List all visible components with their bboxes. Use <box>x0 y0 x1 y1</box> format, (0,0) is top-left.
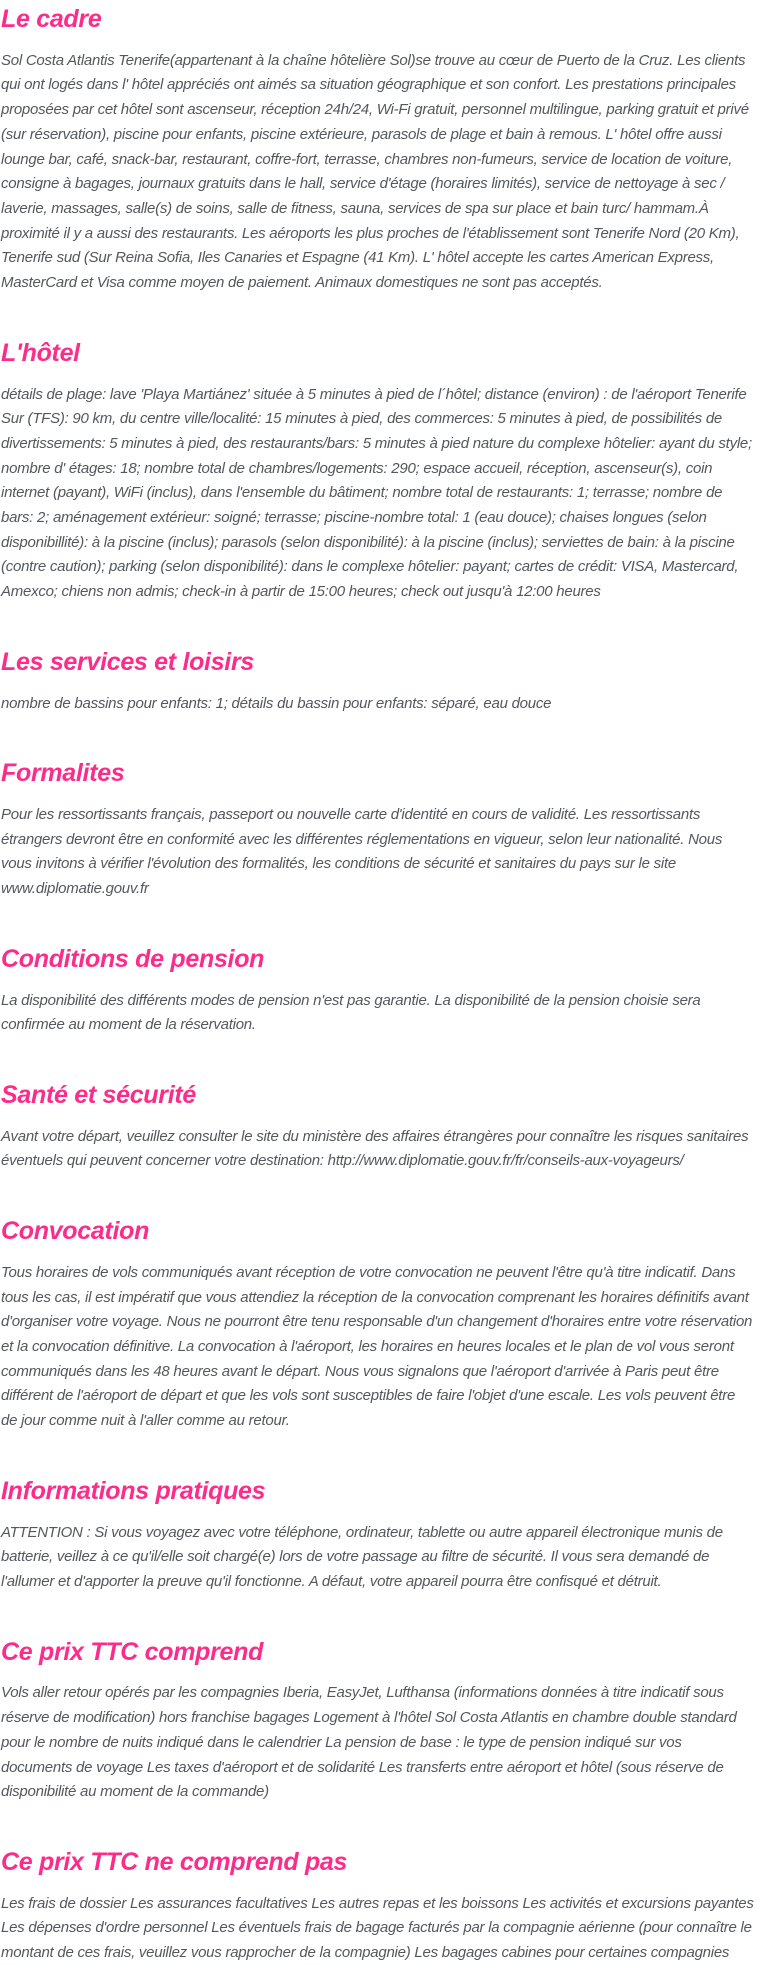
section-body: La disponibilité des différents modes de pension n'est pas garantie. La disponibilité de la pension choisie sera confirmée au moment de la réservation. <box>1 991 701 1034</box>
section-body: nombre de bassins pour enfants: 1; détails du bassin pour enfants: séparé, eau douce <box>1 694 552 712</box>
section-body: Pour les ressortissants français, passeport ou nouvelle carte d'identité en cours de validité. Les ressortissants étrangers devront être en conformité avec les différentes réglementations en vigueur, selon leur nationalité. Nous vous invitons à vérifier l'évolution des formalités, les conditions de sécurité et sanitaires du pays sur le site www.diplomatie.gouv.fr <box>1 806 723 898</box>
section-sante-et-securite <box>1 1081 755 1174</box>
section-body: Tous horaires de vols communiqués avant réception de votre convocation ne peuvent l'être qu'à titre indicatif. Dans tous les cas, il est impératif que vous attendiez la réception de la convocation comprenant les horaires définitifs avant d'organiser votre voyage. Nous ne pourront être tenu responsable d'un changement d'horaires entre votre réservation et la convocation définitive. La convocation à l'aéroport, les horaires en heures locales et le plan de vol vous seront communiqués dans les 48 heures avant le départ. Nous vous signalons que l'aéroport d'arrivée à Paris peut être différent de l'aéroport de départ et que les vols sont susceptibles de faire l'objet d'une escale. Les vols peuvent être de jour comme nuit à l'aller comme au retour. <box>1 1263 753 1430</box>
section-title: Convocation <box>1 1217 150 1246</box>
section-title: Informations pratiques <box>1 1476 266 1505</box>
section-title: Les services et loisirs <box>1 647 254 676</box>
section-convocation <box>1 1217 755 1434</box>
section-body: détails de plage: lave 'Playa Martiánez' située à 5 minutes à pied de l´hôtel; distance (environ) : de l'aéroport Tenerife Sur (TFS): 90 km, du centre ville/localité: 15 minutes à pied, des commerces: 5 minutes à pied, de possibilités de divertissements: 5 minutes à pied, des restaurants/bars: 5 minutes à pied nature du complexe hôtelier: ayant du style; nombre d' étages: 18; nombre total de chambres/logements: 290; espace accueil, réception, ascenseur(s), coin internet (payant), WiFi (inclus), dans l'ensemble du bâtiment; nombre total de restaurants: 1; terrasse; nombre de bars: 2; aménagement extérieur: soigné; terrasse; piscine-nombre total: 1 (eau douce); chaises longues (selon disponibillité): à la piscine (inclus); parasols (selon disponibilité): à la piscine (inclus); serviettes de bain: à la piscine (contre caution); parking (selon disponibilité): dans le complexe hôtelier: payant; cartes de crédit: VISA, Mastercard, Amexco; chiens non admis; check-in à partir de 15:00 heures; check out jusqu'à 12:00 heures <box>1 385 752 601</box>
section-title: Ce prix TTC ne comprend pas <box>1 1847 348 1876</box>
section-conditions-de-pension <box>1 945 755 1038</box>
section-title: Conditions de pension <box>1 944 265 973</box>
section-body: Avant votre départ, veuillez consulter le site du ministère des affaires étrangères pour connaître les risques sanitaires éventuels qui peuvent concerner votre destination: http://www.diplomatie.gouv.fr/fr/conseils-aux-voyageurs/ <box>1 1127 749 1170</box>
section-prix-ttc-ne-comprend-pas <box>1 1848 755 1966</box>
section-informations-pratiques <box>1 1477 755 1595</box>
section-title: L'hôtel <box>1 338 80 367</box>
section-title: Formalites <box>1 759 125 788</box>
section-body: Sol Costa Atlantis Tenerife(appartenant à la chaîne hôtelière Sol)se trouve au cœur de Puerto de la Cruz. Les clients qui ont logés dans l' hôtel appréciés ont aimés sa situation géographique et son confort. Les prestations principales proposées par cet hôtel sont ascenseur, réception 24h/24, Wi-Fi gratuit, personnel multilingue, parking gratuit et privé (sur réservation), piscine pour enfants, piscine extérieure, parasols de plage et bain à remous. L' hôtel offre aussi lounge bar, café, snack-bar, restaurant, coffre-fort, terrasse, chambres non-fumeurs, service de location de voiture, consigne à bagages, journaux gratuits dans le hall, service d'étage (horaires limités), service de nettoyage à sec / laverie, massages, salle(s) de soins, salle de fitness, sauna, services de spa sur place et bain turc/ hammam.À proximité il y a aussi des restaurants. Les aéroports les plus proches de l'établissement sont Tenerife Nord (20 Km), Tenerife sud (Sur Reina Sofia, Iles Canaries et Espagne (41 Km). L' hôtel accepte les cartes American Express, MasterCard et Visa comme moyen de paiement. Animaux domestiques ne sont pas acceptés. <box>1 51 749 292</box>
section-hotel <box>1 339 755 605</box>
section-prix-ttc-comprend <box>1 1638 755 1805</box>
section-title: Ce prix TTC comprend <box>1 1637 264 1666</box>
section-title: Santé et sécurité <box>1 1081 196 1110</box>
section-body: ATTENTION : Si vous voyagez avec votre téléphone, ordinateur, tablette ou autre appareil électronique munis de batterie, veillez à ce qu'il/elle soit chargé(e) lors de votre passage au filtre de sécurité. Il vous sera demandé de l'allumer et d'apporter la preuve qu'il fonctionne. A défaut, votre appareil pourra être confisqué et détruit. <box>1 1523 723 1591</box>
section-services-et-loisirs <box>1 648 755 716</box>
section-le-cadre <box>1 5 755 296</box>
section-body: Les frais de dossier Les assurances facultatives Les autres repas et les boissons Les activités et excursions payantes Les dépenses d'ordre personnel Les éventuels frais de bagage facturés par la compagnie aérienne (pour connaître le montant de ces frais, veuillez vous rapprocher de la compagnie) Les bagages cabines pour certaines compagnies <box>1 1894 754 1962</box>
section-formalites <box>1 759 755 902</box>
section-body: Vols aller retour opérés par les compagnies Iberia, EasyJet, Lufthansa (informations données à titre indicatif sous réserve de modification) hors franchise bagages Logement à l'hôtel Sol Costa Atlantis en chambre double standard pour le nombre de nuits indiqué dans le calendrier La pension de base : le type de pension indiqué sur vos documents de voyage Les taxes d'aéroport et de solidarité Les transferts entre aéroport et hôtel (sous réserve de disponibilité au moment de la commande) <box>1 1684 737 1801</box>
section-title: Le cadre <box>1 5 102 33</box>
